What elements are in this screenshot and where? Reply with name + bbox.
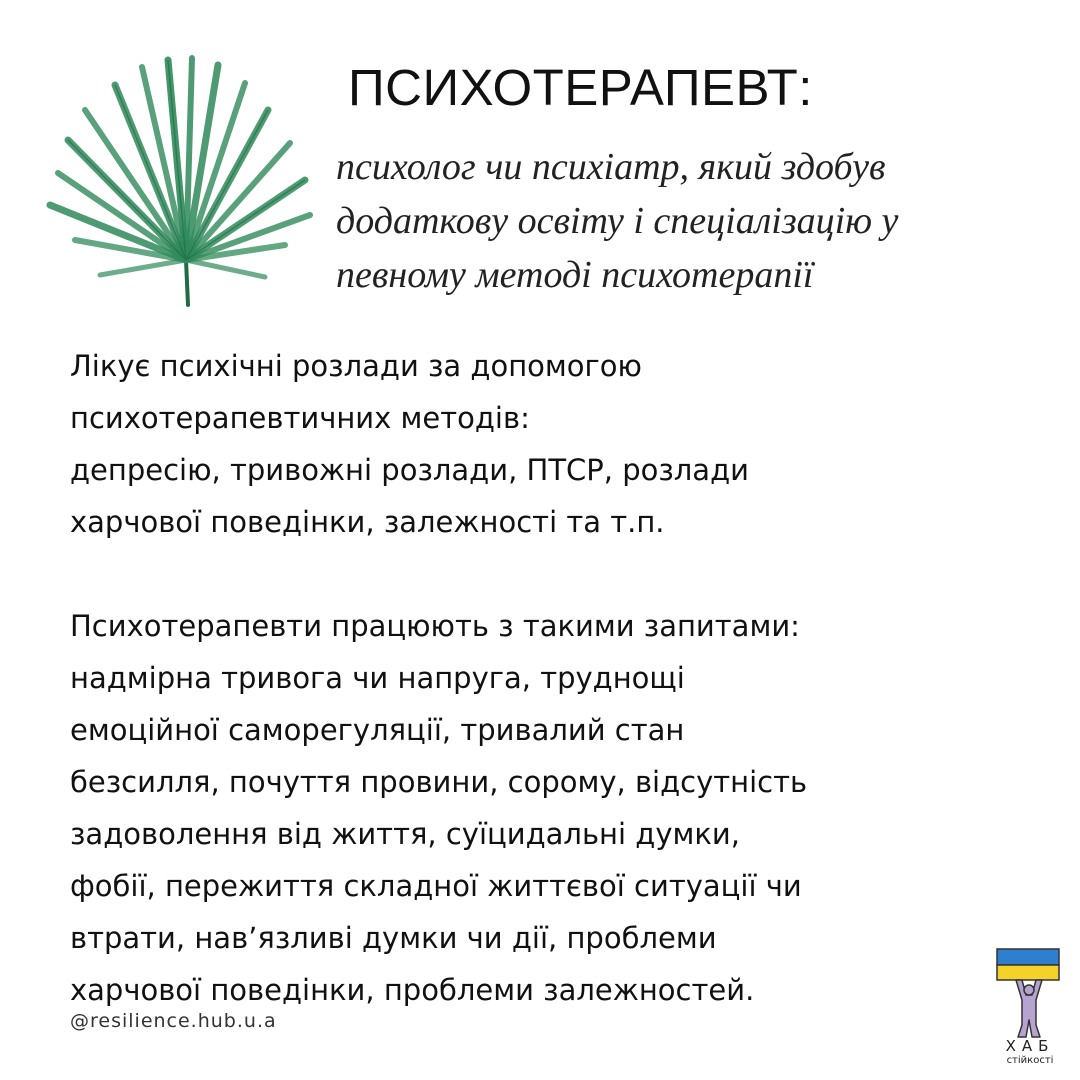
text-line: харчової поведінки, проблеми залежностей. bbox=[70, 973, 755, 1007]
subtitle-line: додаткову освіту і спеціалізацію у bbox=[336, 200, 899, 242]
palm-leaf-icon bbox=[40, 55, 320, 315]
paragraph-requests bbox=[70, 600, 1030, 1016]
text-line: емоційної саморегуляції, тривалий стан bbox=[70, 713, 685, 747]
text-line: надмірна тривога чи напруга, труднощі bbox=[70, 661, 685, 695]
social-handle: @resilience.hub.u.a bbox=[70, 1010, 277, 1032]
definition-subtitle bbox=[336, 140, 1036, 302]
subtitle-line: певному методі психотерапії bbox=[336, 254, 814, 296]
text-line: харчової поведінки, залежності та т.п. bbox=[70, 505, 665, 539]
text-line: депресію, тривожні розлади, ПТСР, розлади bbox=[70, 453, 749, 487]
logo-line-1: ХАБ bbox=[1005, 1037, 1055, 1055]
page-title: ПСИХОТЕРАПЕВТ: bbox=[348, 59, 813, 116]
text-line: психотерапевтичних методів: bbox=[70, 401, 530, 435]
text-line: фобії, пережиття складної життєвої ситуації чи bbox=[70, 869, 802, 903]
logo-text bbox=[996, 1037, 1064, 1067]
text-line: втрати, нав’язливі думки чи дії, проблеми bbox=[70, 921, 717, 955]
text-line: Психотерапевти працюють з такими запитами: bbox=[70, 609, 800, 643]
subtitle-line: психолог чи психіатр, який здобув bbox=[336, 146, 886, 188]
logo-line-2: стійкості bbox=[1006, 1055, 1054, 1066]
paragraph-gap bbox=[70, 548, 1030, 600]
text-line: Лікує психічні розлади за допомогою bbox=[70, 349, 642, 383]
text-line: задоволення від життя, суїцидальні думки, bbox=[70, 817, 740, 851]
paragraph-treatment bbox=[70, 340, 1030, 548]
text-line: безсилля, почуття провини, сорому, відсутність bbox=[70, 765, 808, 799]
body-text bbox=[70, 340, 1030, 1016]
